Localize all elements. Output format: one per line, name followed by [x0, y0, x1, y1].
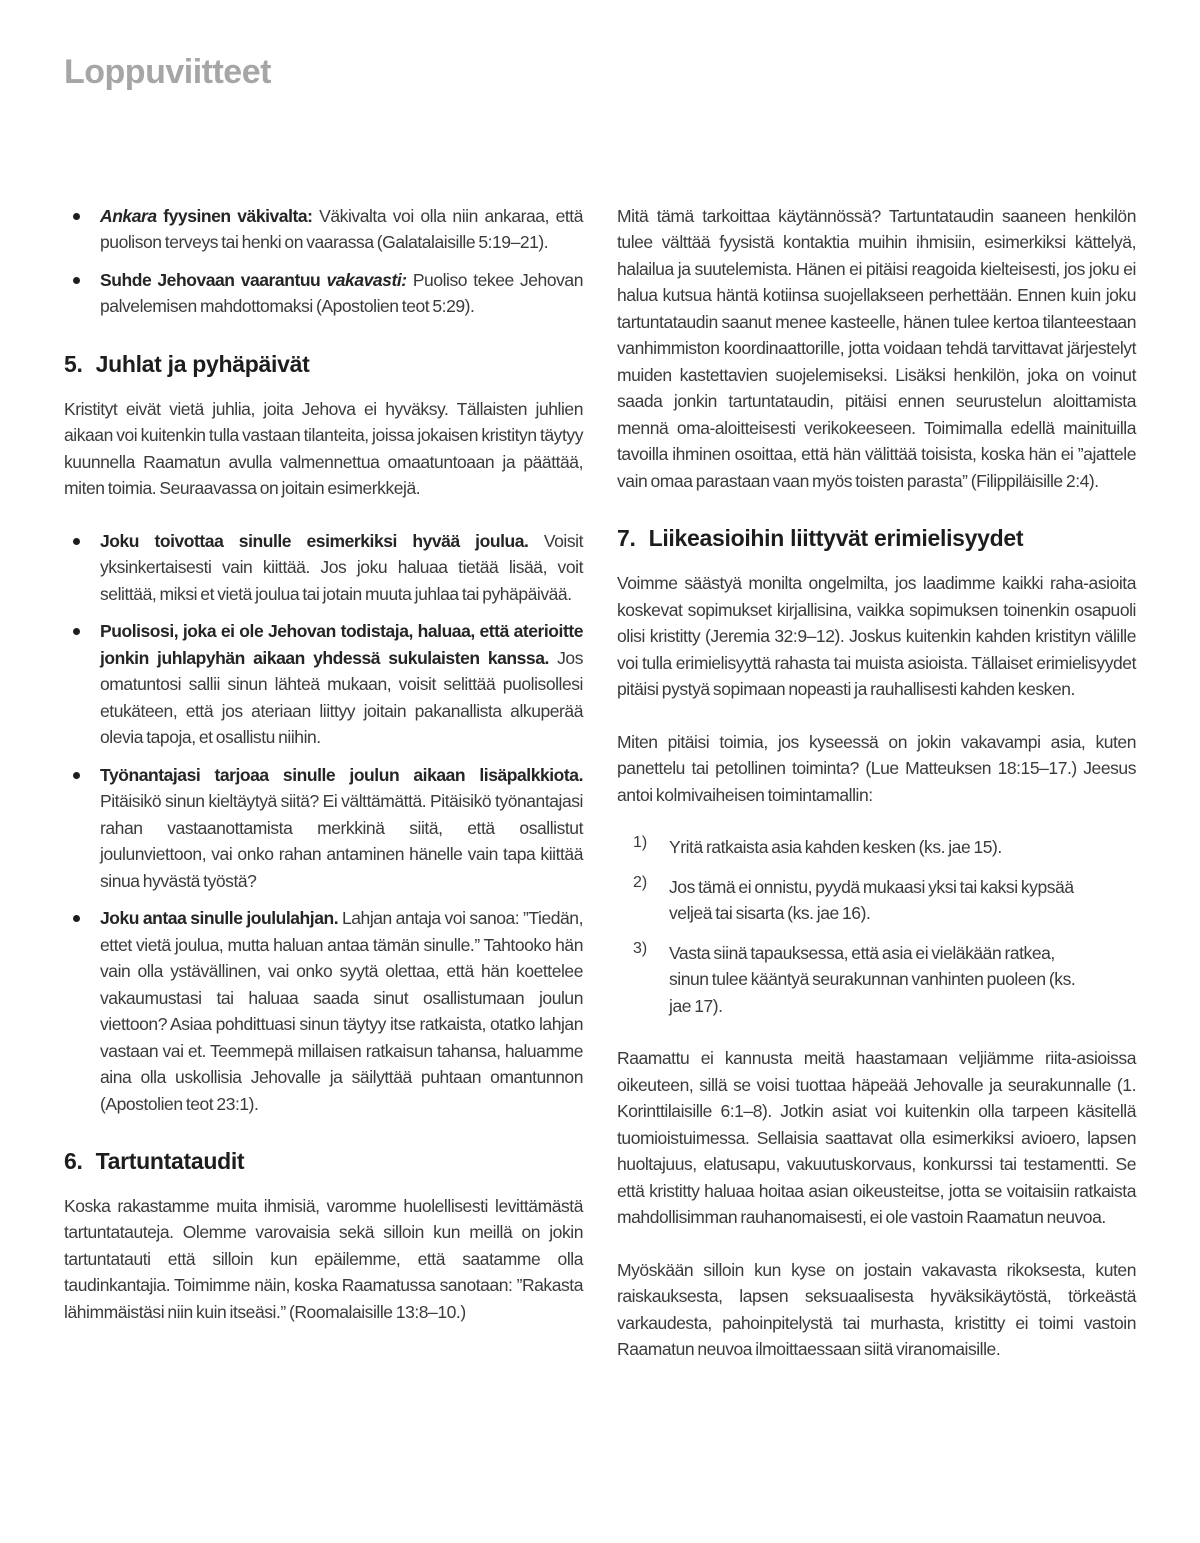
bullet-item [64, 267, 583, 320]
section-number: 5. [64, 350, 83, 377]
bullet-text [100, 618, 583, 751]
bullet-lead-bold: Puolisosi, joka ei ole Jehovan todistaja, haluaa, että aterioitte jonkin juhlapyhän aikaan yhdessä sukulaisten kanssa. [100, 621, 583, 668]
numbered-item [617, 834, 1094, 861]
numbered-item-text: Yritä ratkaista asia kahden kesken (ks. jae 15). [669, 837, 1002, 858]
bullet-lead-bold: Joku toivottaa sinulle esimerkiksi hyvää joulua. [100, 530, 544, 551]
paragraph: Miten pitäisi toimia, jos kyseessä on jokin vakavampi asia, kuten panettelu tai petollinen toiminta? (Lue Matteuksen 18:15–17.) Jeesus antoi kolmivaiheisen toimintamallin: [617, 731, 1136, 805]
section-title: Liikeasioihin liittyvät erimielisyydet [648, 525, 1024, 552]
bullet-item [64, 762, 583, 895]
bullet-body-text: Puoliso tekee Jehovan palvelemisen mahdottomaksi (Apostolien teot 5:29). [100, 269, 583, 317]
bullet-icon [73, 772, 80, 779]
bullet-item [64, 528, 583, 608]
bullet-icon [73, 915, 80, 922]
paragraph: Kristityt eivät vietä juhlia, joita Jehova ei hyväksy. Tällaisten juhlien aikaan voi kuitenkin tulla vastaan tilanteita, joissa jokaisen kristityn täytyy kuunnella Raamatun avulla valmennettua omaatuntoaan ja päättää, miten toimia. Seuraavassa on joitain esimerkkejä. [64, 398, 583, 499]
paragraph: Voimme säästyä monilta ongelmilta, jos laadimme kaikki raha-asioita koskevat sopimukset kirjallisina, vaikka sopimuksen toinenkin osapuoli olisi kristitty (Jeremia 32:9–12). Joskus kuitenkin kahden kristityn välille voi tulla erimielisyyttä rahasta tai muista asioista. Tällaiset erimielisyydet pitäisi pystyä sopimaan nopeasti ja rauhallisesti kahden kesken. [617, 573, 1136, 700]
list-number: 2) [633, 873, 648, 891]
bullet-item [64, 905, 583, 1117]
bullet-icon [73, 538, 80, 545]
bullet-lead-bold-italic: Ankara [100, 205, 157, 226]
bullet-body-text: Jos omatuntosi sallii sinun lähteä mukaan, voisit selittää puolisollesi etukäteen, että jos ateriaan liittyy joitain pakanallista alkuperää olevia tapoja, et osallistu niihin. [100, 647, 583, 748]
bullet-lead-bold-italic: vakavasti: [326, 269, 413, 290]
bullet-body-text: Voisit yksinkertaisesti vain kiittää. Jos joku haluaa tietää lisää, voit selittää, miksi et vietä joulua tai jotain muuta juhlaa tai pyhäpäivää. [100, 530, 583, 604]
list-number: 1) [633, 834, 648, 852]
bullet-icon [73, 277, 80, 284]
paragraph: Raamattu ei kannusta meitä haastamaan veljiämme riita-asioissa oikeuteen, sillä se voisi tuottaa häpeää Jehovalle ja seurakunnalle (1. Korinttilaisille 6:1–8). Jotkin asiat voi kuitenkin olla tarpeen käsitellä tuomioistuimessa. Sellaisia saattavat olla esimerkiksi avioero, lapsen huoltajuus, elatusapu, vakuutuskorvaus, konkurssi tai testamentti. Se että kristitty haluaa hoitaa asian oikeusteitse, jotta se voitaisiin ratkaista mahdollisimman rauhanomaisesti, ei ole vastoin Raamatun neuvoa. [617, 1048, 1136, 1228]
section-6-heading [64, 1147, 583, 1176]
paragraph: Mitä tämä tarkoittaa käytännössä? Tartuntataudin saaneen henkilön tulee välttää fyysistä kontaktia muihin ihmisiin, esimerkiksi kättelyä, halailua ja suutelemista. Hänen ei pitäisi reagoida kielteisesti, jos joku ei halua kutsua häntä kotiinsa suojellakseen perhettään. Ennen kuin joku tartuntataudin saanut menee kasteelle, hänen tulee kertoa tilanteestaan vanhimmiston koordinaattorille, jotta voidaan tehdä tarvittavat järjestelyt muiden kastettavien suojelemiseksi. Lisäksi henkilön, joka on voinut saada jonkin tartuntataudin, pitäisi ennen seurustelun aloittamista mennä oma-aloitteisesti verikokeeseen. Toimimalla edellä mainituilla tavoilla ihminen osoittaa, että hän välittää toisista, koska hän ei ”ajattele vain omaa parastaan vaan myös toisten parasta” (Filippiläisille 2:4). [617, 205, 1136, 491]
numbered-item [617, 874, 1094, 927]
section-title: Tartuntataudit [95, 1148, 245, 1175]
right-column [617, 203, 1136, 1389]
bullet-body-text: Pitäisikö sinun kieltäytyä siitä? Ei välttämättä. Pitäisikö työnantajasi rahan vastaanottamista merkkinä siitä, että osallistut joulunviettoon, vai onko rahan antaminen hänelle vain tapa kiittää sinua hyvästä työstä? [100, 791, 583, 891]
bullet-body-text: Lahjan antaja voi sanoa: ”Tiedän, ettet vietä joulua, mutta haluan antaa tämän sinulle.” Tahtooko hän vain olla ystävällinen, vai onko syytä olettaa, että hän koettelee vakaumustasi tai haluaa saada sinut osallistumaan joulun viettoon? Asiaa pohdittuasi sinun täytyy itse ratkaista, otatko lahjan vastaan vai et. Teemmepä millaisen ratkaisun tahansa, haluamme aina olla uskollisia Jehovalle ja säilyttää puhtaan omantunnon (Apostolien teot 23:1). [100, 908, 583, 1114]
bullet-lead-bold: Suhde Jehovaan vaarantuu [100, 269, 327, 290]
section-7-heading [617, 524, 1136, 553]
bullet-icon [73, 628, 80, 635]
bullet-lead-bold: Joku antaa sinulle joululahjan. [100, 908, 342, 929]
bullet-text [100, 762, 583, 895]
left-column [64, 203, 583, 1389]
bullet-lead-bold: Työnantajasi tarjoaa sinulle joulun aikaan lisäpalkkiota. [100, 764, 583, 785]
bullet-item [64, 203, 583, 256]
bullet-lead-bold: fyysinen väkivalta: [156, 205, 320, 226]
numbered-item [617, 940, 1094, 1020]
numbered-item-text: Vasta siinä tapauksessa, että asia ei vieläkään ratkea, sinun tulee kääntyä seurakunnan vanhinten puoleen (ks. jae 17). [669, 942, 1076, 1016]
bullet-text [100, 905, 583, 1117]
list-number: 3) [633, 939, 648, 957]
bullet-text [100, 267, 583, 320]
section-title: Juhlat ja pyhäpäivät [95, 350, 310, 377]
section-number: 6. [64, 1148, 83, 1175]
bullet-text [100, 203, 583, 256]
two-column-layout [64, 203, 1136, 1389]
bullet-text [100, 528, 583, 608]
bullet-icon [73, 213, 80, 220]
paragraph: Myöskään silloin kun kyse on jostain vakavasta rikoksesta, kuten raiskauksesta, lapsen seksuaalisesta hyväksikäytöstä, törkeästä varkaudesta, pahoinpitelystä tai murhasta, kristitty ei toimi vastoin Raamatun neuvoa ilmoittaessaan siitä viranomaisille. [617, 1259, 1136, 1360]
page-title: Loppuviitteet [64, 53, 271, 91]
numbered-item-text: Jos tämä ei onnistu, pyydä mukaasi yksi tai kaksi kypsää veljeä tai sisarta (ks. jae 16). [669, 876, 1074, 924]
paragraph: Koska rakastamme muita ihmisiä, varomme huolellisesti levittämästä tartuntatauteja. Olemme varovaisia sekä silloin kun meillä on jokin tartuntatauti että silloin kun epäilemme, että saatamme olla taudinkantajia. Toimimme näin, koska Raamatussa sanotaan: ”Rakasta lähimmäistäsi niin kuin itseäsi.” (Roomalaisille 13:8–10.) [64, 1195, 583, 1322]
bullet-item [64, 618, 583, 751]
intro-bullet-list [64, 203, 583, 320]
section-number: 7. [617, 525, 636, 552]
section-5-heading [64, 350, 583, 379]
numbered-list [617, 834, 1136, 1019]
bullet-body-text: Väkivalta voi olla niin ankaraa, että puolison terveys tai henki on vaarassa (Galatalaisille 5:19–21). [100, 205, 583, 253]
section-5-bullet-list [64, 528, 583, 1118]
